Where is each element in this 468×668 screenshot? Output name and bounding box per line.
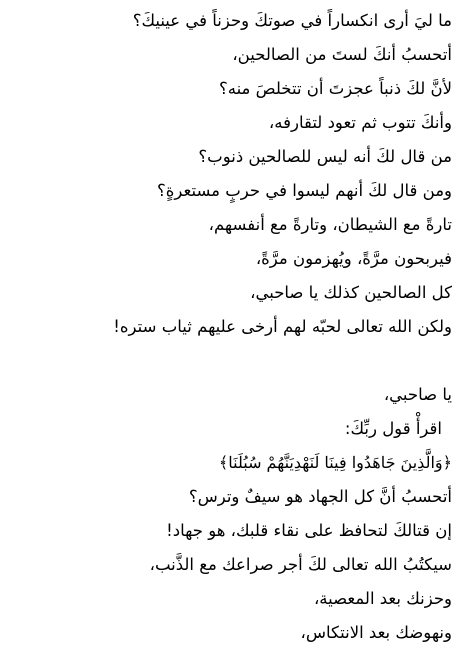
poem-line: وحزنك بعد المعصية، <box>313 589 452 608</box>
poem-line: إن قتالكَ لتحافظ على نقاء قلبك، هو جهاد! <box>166 521 452 540</box>
poem-line: سيكتُبُ الله تعالى لكَ أجر صراعك مع الذَّنب، <box>149 555 452 574</box>
poem-line: كل الصالحين كذلك يا صاحبي، <box>250 283 452 302</box>
poem-line: من قال لكَ أنه ليس للصالحين ذنوب؟ <box>198 147 452 166</box>
poem-line: فيربحون مرَّةً، ويُهزمون مرَّةً، <box>255 249 452 268</box>
poem-line: ومن قال لكَ أنهم ليسوا في حربٍ مستعرةٍ؟ <box>157 181 452 200</box>
poem-text <box>8 4 452 650</box>
poem-line: أتحسبُ أنكَ لستَ من الصالحين، <box>232 45 452 64</box>
poem-line: تارةً مع الشيطان، وتارةً مع أنفسهم، <box>208 215 452 234</box>
poem-line: ولكن الله تعالى لحبّه لهم أرخى عليهم ثياب ستره! <box>113 317 452 336</box>
poem-line: ونهوضك بعد الانتكاس، <box>300 623 452 642</box>
poem-line: اقرأْ قول ربِّكَ: <box>344 419 442 438</box>
poem-line: وأنكَ تتوب ثم تعود لتقارفه، <box>268 113 452 132</box>
poem-line: ما ليَ أرى انكساراً في صوتكَ وحزناً في عينيكَ؟ <box>132 11 452 30</box>
poem-line: لأنَّ لكَ ذنباً عجزتَ أن تتخلصَ منه؟ <box>218 79 452 98</box>
poem-line: أتحسبُ أنَّ كل الجهاد هو سيفٌ وترس؟ <box>188 487 452 506</box>
poem-line: يا صاحبي، <box>383 385 452 404</box>
stanza-break <box>8 344 452 378</box>
quran-verse: ﴿وَالَّذِينَ جَاهَدُوا فِينَا لَنَهْدِيَنَّهُمْ سُبُلَنَا﴾ <box>218 453 452 472</box>
